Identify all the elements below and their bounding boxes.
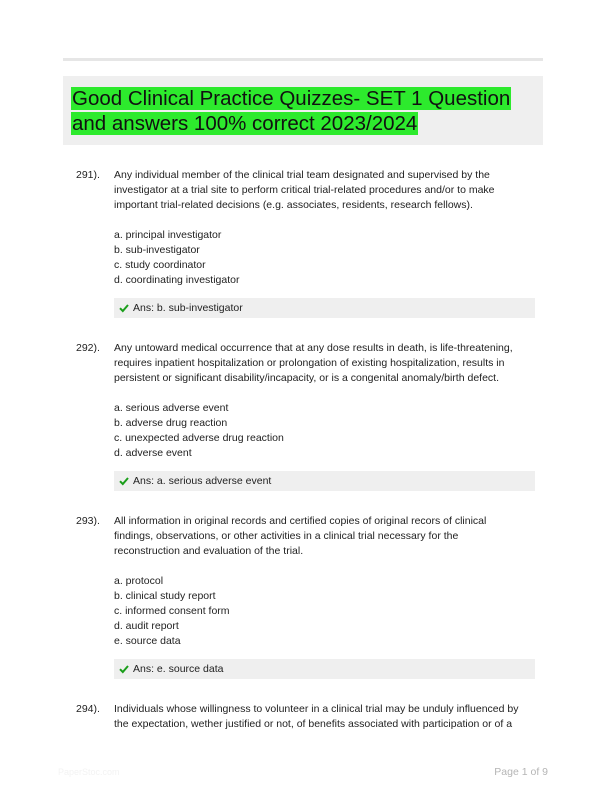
- answer-box: [114, 298, 535, 318]
- option-item: a. protocol: [114, 575, 164, 587]
- question-text: Any individual member of the clinical trial team designated and supervised by the investigator at a trial site to perform critical trial-related procedures and/or to make important trial-related decisions (e.g. associates, residents, research fellows).: [114, 169, 495, 211]
- question-number: 292).: [76, 342, 100, 354]
- title-banner: [63, 76, 543, 145]
- option-item: b. clinical study report: [114, 590, 216, 602]
- question-number: 291).: [76, 169, 100, 181]
- answer-box: [114, 659, 535, 679]
- option-item: d. audit report: [114, 620, 179, 632]
- option-item: c. study coordinator: [114, 259, 206, 271]
- title-line-1: Good Clinical Practice Quizzes- SET 1 Question: [72, 87, 511, 110]
- check-icon: [119, 664, 129, 674]
- options-list: [114, 574, 524, 649]
- answer-box: [114, 471, 535, 491]
- options-list: [114, 228, 524, 288]
- question-text: Individuals whose willingness to volunteer in a clinical trial may be unduly influenced by the expectation, wether justified or not, of benefits associated with participation or of a: [114, 703, 519, 730]
- options-list: [114, 401, 524, 461]
- question-number: 294).: [76, 703, 100, 715]
- option-item: a. principal investigator: [114, 229, 222, 241]
- footer-watermark: PaperStoc.com: [58, 767, 120, 777]
- page-indicator: Page 1 of 9: [494, 766, 548, 778]
- check-icon: [119, 303, 129, 313]
- option-item: d. adverse event: [114, 447, 192, 459]
- answer-text: Ans: a. serious adverse event: [133, 475, 272, 487]
- question-text: All information in original records and certified copies of original recors of clinical findings, observations, or other activities in a clinical trial necessary for the reconstruction and evaluation of the trial.: [114, 515, 487, 557]
- top-divider: [63, 58, 543, 61]
- question-text: Any untoward medical occurrence that at any dose results in death, is life-threatening, requires inpatient hospitalization or prolongation of existing hospitalization, results in persistent or significant disability/incapacity, or is a congenital anomaly/birth defect.: [114, 342, 513, 384]
- option-item: e. source data: [114, 635, 181, 647]
- answer-text: Ans: e. source data: [133, 663, 224, 675]
- option-item: a. serious adverse event: [114, 402, 229, 414]
- title-line-2: and answers 100% correct 2023/2024: [72, 112, 418, 135]
- document-title: [71, 86, 535, 136]
- check-icon: [119, 476, 129, 486]
- option-item: b. adverse drug reaction: [114, 417, 228, 429]
- option-item: c. informed consent form: [114, 605, 230, 617]
- option-item: b. sub-investigator: [114, 244, 200, 256]
- answer-text: Ans: b. sub-investigator: [133, 302, 243, 314]
- option-item: c. unexpected adverse drug reaction: [114, 432, 284, 444]
- question-number: 293).: [76, 515, 100, 527]
- option-item: d. coordinating investigator: [114, 274, 240, 286]
